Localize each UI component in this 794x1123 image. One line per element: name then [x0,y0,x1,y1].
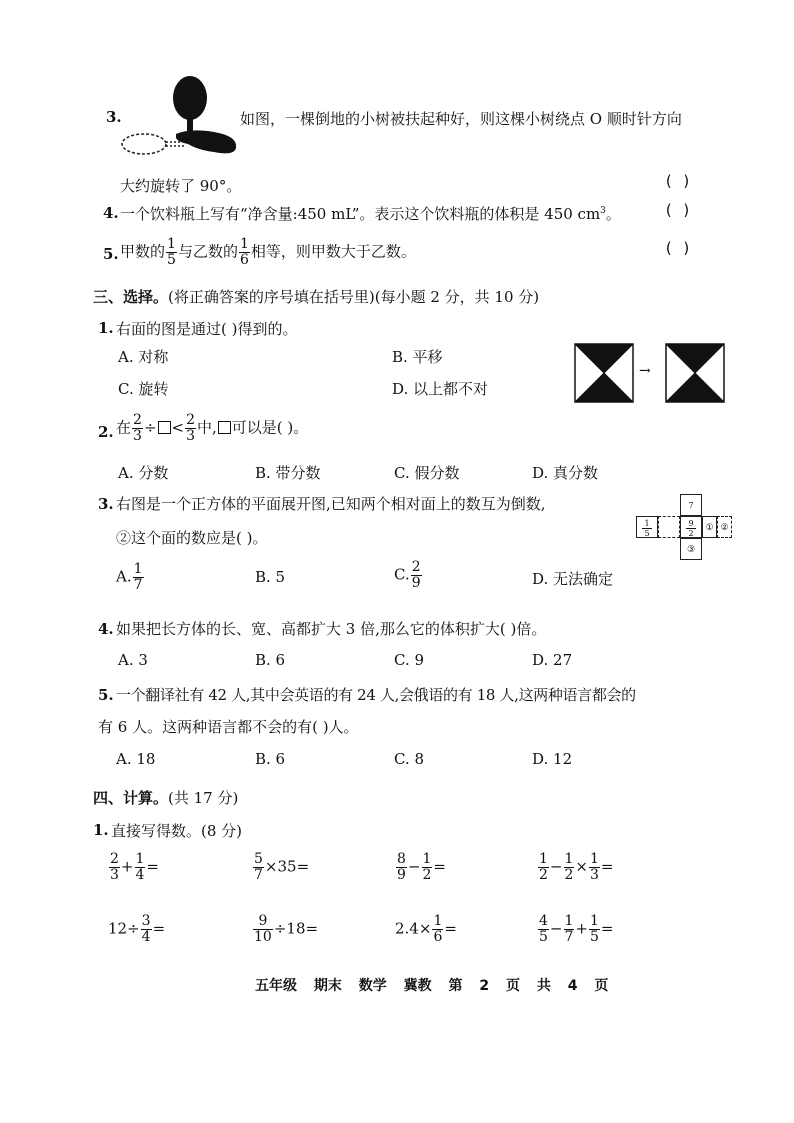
numerator: 9 [253,914,273,930]
denominator: 6 [239,252,249,268]
operator: − [549,919,563,938]
choice-q1-number: 1. [98,319,114,337]
choice-q2-t1: 在 [116,418,132,437]
choice-q3-option-c[interactable] [394,560,423,591]
denominator: 5 [590,929,599,945]
numerator: 3 [141,913,151,929]
denominator: 4 [141,929,151,945]
numerator: 2 [186,412,196,428]
operator: − [549,857,563,876]
choice-q3-option-a[interactable] [116,562,145,593]
choice-q5-option-b[interactable]: B. 6 [255,750,286,768]
section3-note: (将正确答案的序号填在括号里)(每小题 2 分，共 10 分) [168,288,540,306]
blank-square-icon [218,421,231,434]
denominator: 2 [539,867,548,883]
choice-q1-option-a[interactable]: A. 对称 [118,348,169,366]
judge-q3-answer-paren[interactable]: ( ) [664,172,692,190]
choice-q4-option-a[interactable]: A. 3 [118,651,148,669]
choice-q5-number: 5. [98,686,114,704]
section4-heading [93,787,238,808]
operator: × [575,857,588,876]
numerator: 1 [433,913,443,929]
calc-q1-text: 直接写得数。(8 分) [111,822,243,840]
denominator: 2 [688,529,694,538]
calc-item-r1c4 [537,852,614,883]
fraction [185,413,196,444]
numerator: 1 [135,851,145,867]
judge-q4-answer-paren[interactable]: ( ) [664,201,692,219]
net-face-1: ① [702,516,717,538]
calc-item-r1c1 [108,852,159,883]
equals: = [600,919,614,938]
choice-q3-line1: 右图是一个正方体的平面展开图,已知两个相对面上的数互为倒数, [116,495,546,513]
option-label: A. [116,567,132,586]
choice-q2-t2: ÷ [143,418,157,437]
choice-q3-number: 3. [98,495,114,513]
numerator: 2 [411,559,421,575]
fallen-tree-illustration [118,72,240,164]
numerator: 1 [642,519,652,529]
numerator: 8 [397,851,406,867]
equals: = [600,857,614,876]
judge-q4-text-b: 。 [605,205,621,223]
choice-q5-option-c[interactable]: C. 8 [394,750,425,768]
choice-q4-text: 如果把长方体的长、宽、高都扩大 3 倍,那么它的体积扩大( )倍。 [116,620,547,638]
calc-item-r2c4 [537,914,614,945]
choice-q2-option-b[interactable]: B. 带分数 [255,464,321,482]
equals: = [152,919,166,938]
numerator: 2 [133,412,142,428]
choice-q5-line2: 有 6 人。这两种语言都不会的有( )人。 [98,718,359,736]
section4-note: (共 17 分) [168,789,239,807]
denominator: 5 [644,529,650,538]
fraction [239,237,250,268]
choice-q4-option-d[interactable]: D. 27 [532,651,573,669]
choice-q1-text: 右面的图是通过( )得到的。 [116,320,298,338]
choice-q4-option-b[interactable]: B. 6 [255,651,286,669]
choice-q2-t4: 中, [197,418,217,437]
judge-q3-number: 3. [106,108,122,126]
net-face-left [636,516,658,538]
numerator: 1 [133,561,143,577]
numerator: 1 [539,851,548,867]
section4-title: 四、计算。 [93,789,169,807]
choice-q4-number: 4. [98,620,114,638]
denominator: 7 [133,577,143,593]
denominator: 9 [411,575,421,591]
equals: = [146,857,159,876]
choice-q5-line1: 一个翻译社有 42 人,其中会英语的有 24 人,会俄语的有 18 人,这两种语言都会的 [116,686,636,704]
fraction [132,413,143,444]
choice-q3-option-b[interactable]: B. 5 [255,568,286,586]
denominator: 4 [135,867,145,883]
numerator: 9 [686,519,696,529]
judge-q5-number: 5. [103,245,119,263]
net-face-center [680,516,702,538]
judge-q5-t1: 甲数的 [120,242,166,261]
judge-q3-line1: 如图，一棵倒地的小树被扶起种好，则这棵小树绕点 O 顺时针方向 [240,110,682,128]
operator: ×35 [264,857,297,876]
choice-q1-option-c[interactable]: C. 旋转 [118,380,169,398]
fraction [411,560,422,591]
numerator: 1 [239,236,249,252]
judge-q5-answer-paren[interactable]: ( ) [664,239,692,257]
choice-q2-number: 2. [98,423,114,441]
denominator: 9 [397,867,406,883]
section3-title: 三、选择。 [93,288,169,306]
equals: = [296,857,310,876]
numerator: 2 [110,851,119,867]
judge-q3-line2: 大约旋转了 90°。 [120,177,242,195]
choice-q2-text [116,413,308,444]
calc-item-r2c2 [252,914,318,945]
denominator: 3 [110,867,119,883]
choice-q1-option-d[interactable]: D. 以上都不对 [392,380,489,398]
denominator: 6 [433,929,443,945]
numerator: 1 [590,913,599,929]
choice-q2-t3: < [171,418,185,437]
calc-item-r2c1 [108,914,165,945]
denominator: 7 [564,929,574,945]
denominator: 10 [254,929,272,945]
operator: − [407,857,421,876]
judge-q5-text [120,237,416,268]
arrow-right-icon: → [639,363,651,379]
judge-q4-text [120,203,621,224]
calc-item-r2c3 [395,914,457,945]
numerator: 1 [564,851,574,867]
calc-q1-number: 1. [93,821,109,839]
denominator: 3 [186,428,196,444]
denominator: 2 [564,867,574,883]
equals: = [305,919,319,938]
denominator: 7 [254,867,263,883]
judge-q5-t3: 相等，则甲数大于乙数。 [250,242,416,261]
operator: + [120,857,134,876]
operator: ÷18 [273,919,306,938]
net-face-2: ② [717,516,732,538]
choice-q1-option-b[interactable]: B. 平移 [392,348,443,366]
choice-q2-option-a[interactable]: A. 分数 [118,464,169,482]
operand: 2.4× [395,919,432,938]
judge-q4-superscript: 3 [600,206,606,216]
choice-q5-option-d[interactable]: D. 12 [532,750,573,768]
denominator: 2 [422,867,432,883]
equals: = [433,857,446,876]
net-face-top: 7 [680,494,702,516]
net-face-blank [658,516,680,538]
denominator: 3 [590,867,599,883]
choice-q3-option-d[interactable]: D. 无法确定 [532,570,614,588]
denominator: 3 [133,428,142,444]
denominator: 5 [539,929,548,945]
equals: = [444,919,457,938]
choice-q4-option-c[interactable]: C. 9 [394,651,425,669]
calc-item-r1c2 [252,852,309,883]
cube-net-diagram [636,494,732,564]
operand: 12÷ [108,919,140,938]
judge-q4-number: 4. [103,204,119,222]
choice-q3-line2: ②这个面的数应是( )。 [116,529,268,547]
section3-heading [93,286,539,307]
judge-q5-t2: 与乙数的 [177,242,238,261]
numerator: 1 [167,236,176,252]
numerator: 4 [539,913,548,929]
numerator: 5 [254,851,263,867]
judge-q4-text-a: 一个饮料瓶上写有“净含量:450 mL”。表示这个饮料瓶的体积是 450 cm [120,205,601,223]
blank-square-icon [158,421,171,434]
fraction [166,237,177,268]
numerator: 1 [590,851,599,867]
choice-q5-option-a[interactable]: A. 18 [116,750,156,768]
operator: + [575,919,588,938]
page-footer: 五年级 期末 数学 冀教 第 2 页 共 4 页 [255,978,609,994]
calc-item-r1c3 [395,852,446,883]
choice-q2-option-d[interactable]: D. 真分数 [532,464,599,482]
choice-q2-option-c[interactable]: C. 假分数 [394,464,460,482]
numerator: 1 [422,851,432,867]
fraction [133,562,144,593]
net-face-3: ③ [680,538,702,560]
denominator: 5 [167,252,176,268]
option-label: C. [394,565,410,584]
numerator: 1 [564,913,574,929]
choice-q2-t5: 可以是( )。 [231,418,309,437]
